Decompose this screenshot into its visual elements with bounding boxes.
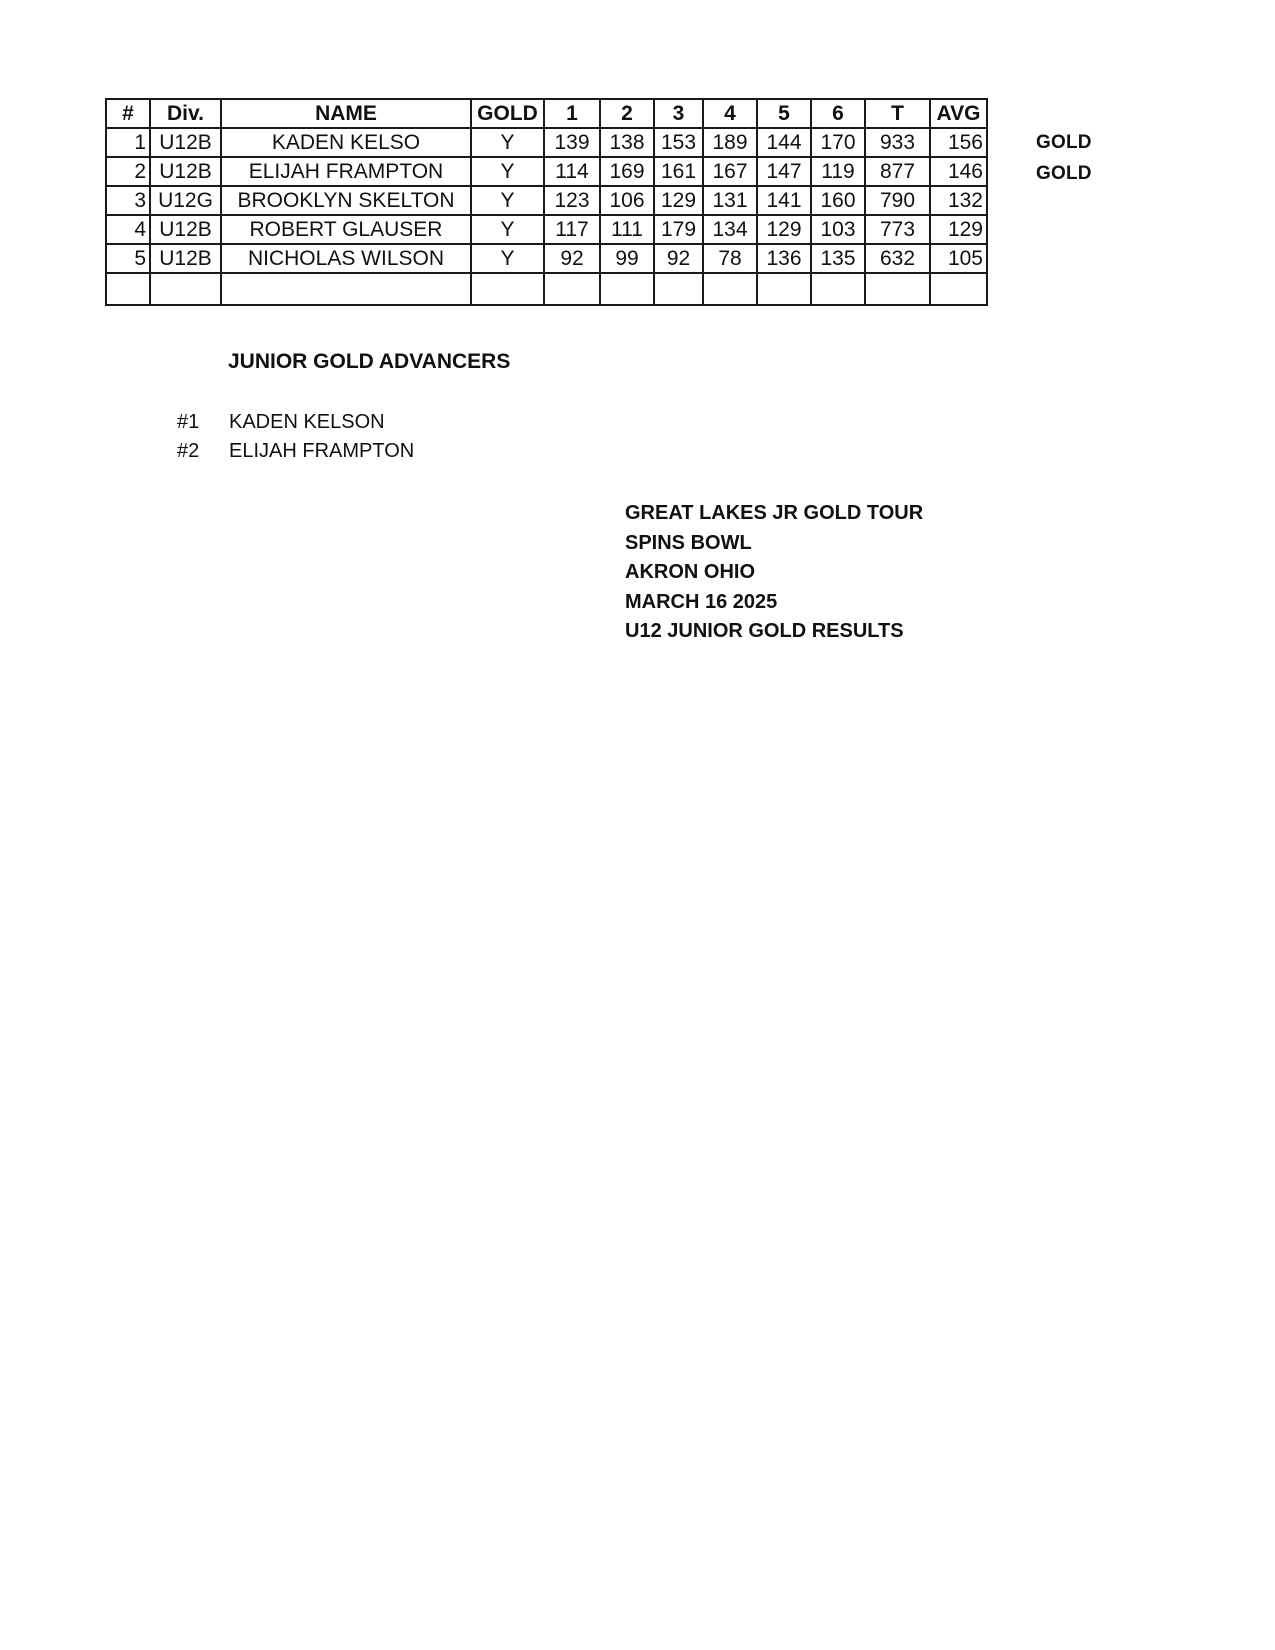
- cell-game-4: 189: [703, 128, 757, 157]
- advancer-rank: #1: [177, 411, 200, 433]
- cell-total: 877: [865, 157, 930, 186]
- cell-gold: Y: [471, 244, 544, 273]
- empty-cell: [106, 273, 150, 305]
- cell-total: 933: [865, 128, 930, 157]
- cell-game-4: 134: [703, 215, 757, 244]
- cell-total: 790: [865, 186, 930, 215]
- cell-rank: 1: [106, 128, 150, 157]
- header-game-2: 2: [600, 99, 654, 128]
- cell-game-4: 78: [703, 244, 757, 273]
- header-game-4: 4: [703, 99, 757, 128]
- advancer-name: ELIJAH FRAMPTON: [229, 440, 415, 462]
- event-location: AKRON OHIO: [625, 561, 755, 583]
- cell-gold: Y: [471, 128, 544, 157]
- cell-total: 632: [865, 244, 930, 273]
- table-row: [106, 244, 987, 273]
- empty-cell: [930, 273, 987, 305]
- empty-cell: [703, 273, 757, 305]
- cell-average: 129: [930, 215, 987, 244]
- cell-game-1: 114: [544, 157, 600, 186]
- cell-rank: 3: [106, 186, 150, 215]
- header-game-3: 3: [654, 99, 703, 128]
- event-date: MARCH 16 2025: [625, 590, 778, 613]
- empty-cell: [150, 273, 221, 305]
- results-table: [105, 98, 988, 306]
- event-venue: SPINS BOWL: [625, 531, 752, 554]
- header-game-6: 6: [811, 99, 865, 128]
- cell-game-4: 131: [703, 186, 757, 215]
- header-total: T: [865, 99, 930, 128]
- cell-gold: Y: [471, 186, 544, 215]
- cell-game-2: 138: [600, 128, 654, 157]
- cell-game-5: 141: [757, 186, 811, 215]
- table-row: [106, 128, 987, 157]
- cell-game-1: 117: [544, 215, 600, 244]
- cell-game-3: 92: [654, 244, 703, 273]
- cell-division: U12G: [150, 186, 221, 215]
- cell-division: U12B: [150, 157, 221, 186]
- header-game-5: 5: [757, 99, 811, 128]
- cell-rank: 4: [106, 215, 150, 244]
- header-division: Div.: [150, 99, 221, 128]
- empty-cell: [221, 273, 471, 305]
- table-header-row: [106, 99, 987, 128]
- cell-game-3: 161: [654, 157, 703, 186]
- cell-game-2: 111: [600, 215, 654, 244]
- cell-gold: Y: [471, 157, 544, 186]
- header-name: NAME: [221, 99, 471, 128]
- cell-game-1: 139: [544, 128, 600, 157]
- cell-game-3: 153: [654, 128, 703, 157]
- cell-average: 156: [930, 128, 987, 157]
- cell-division: U12B: [150, 215, 221, 244]
- header-gold: GOLD: [471, 99, 544, 128]
- table-row: [106, 157, 987, 186]
- cell-name: BROOKLYN SKELTON: [221, 186, 471, 215]
- cell-game-4: 167: [703, 157, 757, 186]
- cell-game-2: 99: [600, 244, 654, 273]
- cell-game-2: 169: [600, 157, 654, 186]
- empty-cell: [600, 273, 654, 305]
- cell-division: U12B: [150, 128, 221, 157]
- cell-game-1: 92: [544, 244, 600, 273]
- table-row: [106, 215, 987, 244]
- empty-table-row: [106, 273, 987, 305]
- cell-game-5: 144: [757, 128, 811, 157]
- cell-name: KADEN KELSO: [221, 128, 471, 157]
- cell-game-5: 147: [757, 157, 811, 186]
- cell-game-5: 136: [757, 244, 811, 273]
- gold-note-row-1: GOLD: [1036, 132, 1092, 153]
- cell-name: ELIJAH FRAMPTON: [221, 157, 471, 186]
- cell-average: 146: [930, 157, 987, 186]
- event-tour-name: GREAT LAKES JR GOLD TOUR: [625, 502, 924, 524]
- header-rank: #: [106, 99, 150, 128]
- cell-game-6: 103: [811, 215, 865, 244]
- cell-average: 105: [930, 244, 987, 273]
- empty-cell: [811, 273, 865, 305]
- advancer-name: KADEN KELSON: [229, 411, 385, 433]
- empty-cell: [471, 273, 544, 305]
- cell-game-2: 106: [600, 186, 654, 215]
- cell-name: NICHOLAS WILSON: [221, 244, 471, 273]
- advancers-title: JUNIOR GOLD ADVANCERS: [228, 350, 511, 373]
- empty-cell: [865, 273, 930, 305]
- cell-division: U12B: [150, 244, 221, 273]
- cell-game-6: 119: [811, 157, 865, 186]
- cell-name: ROBERT GLAUSER: [221, 215, 471, 244]
- header-average: AVG: [930, 99, 987, 128]
- cell-game-6: 135: [811, 244, 865, 273]
- cell-game-1: 123: [544, 186, 600, 215]
- cell-game-6: 170: [811, 128, 865, 157]
- cell-gold: Y: [471, 215, 544, 244]
- cell-game-3: 129: [654, 186, 703, 215]
- cell-game-3: 179: [654, 215, 703, 244]
- event-info-block: [625, 499, 923, 647]
- gold-note-row-2: GOLD: [1036, 163, 1092, 184]
- cell-average: 132: [930, 186, 987, 215]
- table-row: [106, 186, 987, 215]
- cell-game-6: 160: [811, 186, 865, 215]
- event-results-title: U12 JUNIOR GOLD RESULTS: [625, 620, 904, 642]
- empty-cell: [654, 273, 703, 305]
- cell-rank: 2: [106, 157, 150, 186]
- cell-total: 773: [865, 215, 930, 244]
- empty-cell: [757, 273, 811, 305]
- cell-rank: 5: [106, 244, 150, 273]
- cell-game-5: 129: [757, 215, 811, 244]
- empty-cell: [544, 273, 600, 305]
- advancer-rank: #2: [177, 440, 200, 462]
- header-game-1: 1: [544, 99, 600, 128]
